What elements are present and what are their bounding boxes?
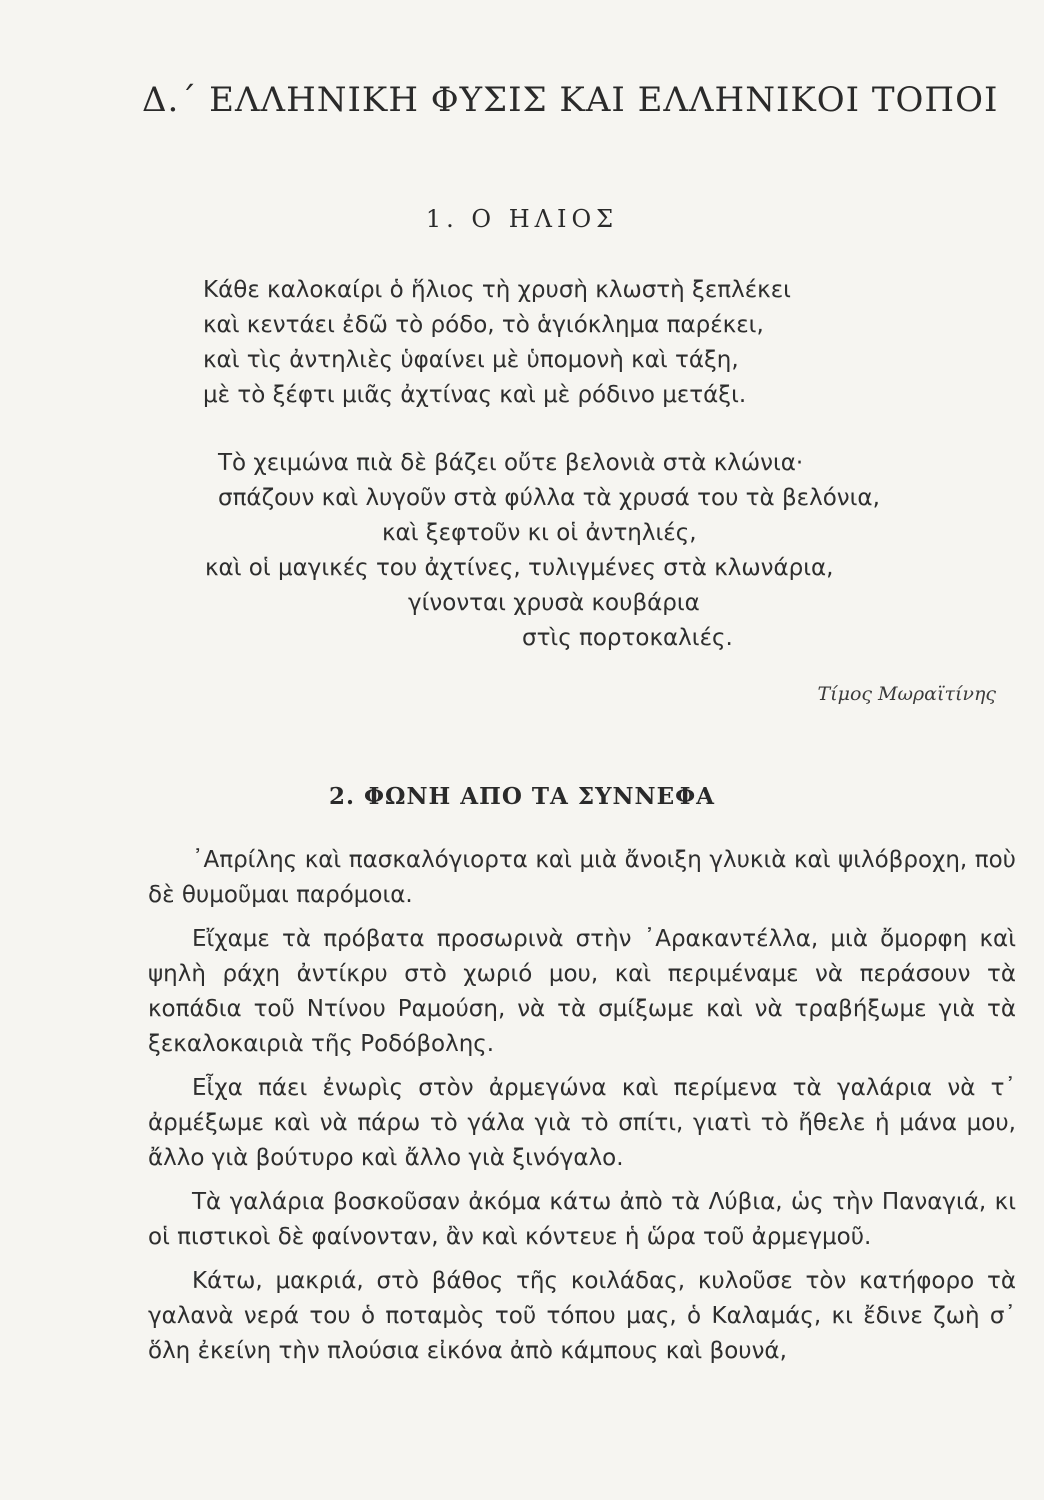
paragraph: Κάτω, μακριά, στὸ βάθος τῆς κοιλάδας, κυλοῦσε τὸν κατήφορο τὰ γαλανὰ νερά του ὁ ποταμὸς τοῦ τόπου μας, ὁ Καλαμάς, κι ἔδινε ζωὴ σ᾿ ὅλη ἐκείνη τὴν πλούσια εἰκόνα ἀπὸ κάμπους καὶ βουνά, [148, 1268, 1016, 1364]
poem-line: καὶ οἱ μαγικές του ἀχτίνες, τυλιγμένες στὰ κλωνάρια, [205, 555, 834, 581]
chapter-title: Δ.΄ ΕΛΛΗΝΙΚΗ ΦΥΣΙΣ ΚΑΙ ΕΛΛΗΝΙΚΟΙ ΤΟΠΟΙ [142, 80, 999, 120]
paragraph: ᾿Απρίλης καὶ πασκαλόγιορτα καὶ μιὰ ἄνοιξη γλυκιὰ καὶ ψιλόβροχη, ποὺ δὲ θυμοῦμαι παρόμοια. [148, 847, 1016, 908]
poem-line: μὲ τὸ ξέφτι μιᾶς ἀχτίνας καὶ μὲ ρόδινο μετάξι. [203, 382, 747, 408]
poem-line: στὶς πορτοκαλιές. [522, 625, 733, 651]
prose-body [148, 843, 1016, 1378]
poem-line: καὶ κεντάει ἐδῶ τὸ ρόδο, τὸ ἁγιόκλημα παρέκει, [203, 312, 764, 338]
paragraph: Εἶχα πάει ἐνωρὶς στὸν ἀρμεγώνα καὶ περίμενα τὰ γαλάρια νὰ τ᾿ ἀρμέξωμε καὶ νὰ πάρω τὸ γάλα γιὰ τὸ σπίτι, γιατὶ τὸ ἤθελε ἡ μάνα μου, ἄλλο γιὰ βούτυρο καὶ ἄλλο γιὰ ξινόγαλο. [148, 1075, 1016, 1171]
paragraph: Τὰ γαλάρια βοσκοῦσαν ἀκόμα κάτω ἀπὸ τὰ Λύβια, ὡς τὴν Παναγιά, κι οἱ πιστικοὶ δὲ φαίνονταν, ἂν καὶ κόντευε ἡ ὥρα τοῦ ἀρμεγμοῦ. [148, 1189, 1016, 1250]
section-title-sun: 1. Ο ΗΛΙΟΣ [425, 205, 619, 233]
poem-line: Κάθε καλοκαίρι ὁ ἥλιος τὴ χρυσὴ κλωστὴ ξεπλέκει [203, 277, 791, 303]
poem-line: Τὸ χειμώνα πιὰ δὲ βάζει οὔτε βελονιὰ στὰ κλώνια· [218, 450, 804, 476]
poem-line: καὶ ξεφτοῦν κι οἱ ἀντηλιές, [382, 520, 697, 546]
poem-line: καὶ τὶς ἀντηλιὲς ὑφαίνει μὲ ὑπομονὴ καὶ τάξη, [203, 347, 739, 373]
poem-line: γίνονται χρυσὰ κουβάρια [408, 590, 700, 616]
poem-line: σπάζουν καὶ λυγοῦν στὰ φύλλα τὰ χρυσά του τὰ βελόνια, [218, 485, 880, 511]
paragraph: Εἴχαμε τὰ πρόβατα προσωρινὰ στὴν ᾿Αρακαντέλλα, μιὰ ὄμορφη καὶ ψηλὴ ράχη ἀντίκρυ στὸ χωριό μου, καὶ περιμέναμε νὰ περάσουν τὰ κοπάδια τοῦ Ντίνου Ραμούση, νὰ τὰ σμίξωμε καὶ νὰ τραβήξωμε γιὰ τὰ ξεκαλοκαιριὰ τῆς Ροδόβολης. [148, 926, 1016, 1057]
poem-author: Τίμος Μωραϊτίνης [817, 683, 996, 705]
section-title-voice-from-clouds: 2. ΦΩΝΗ ΑΠΟ ΤΑ ΣΥΝΝΕΦΑ [328, 783, 715, 810]
